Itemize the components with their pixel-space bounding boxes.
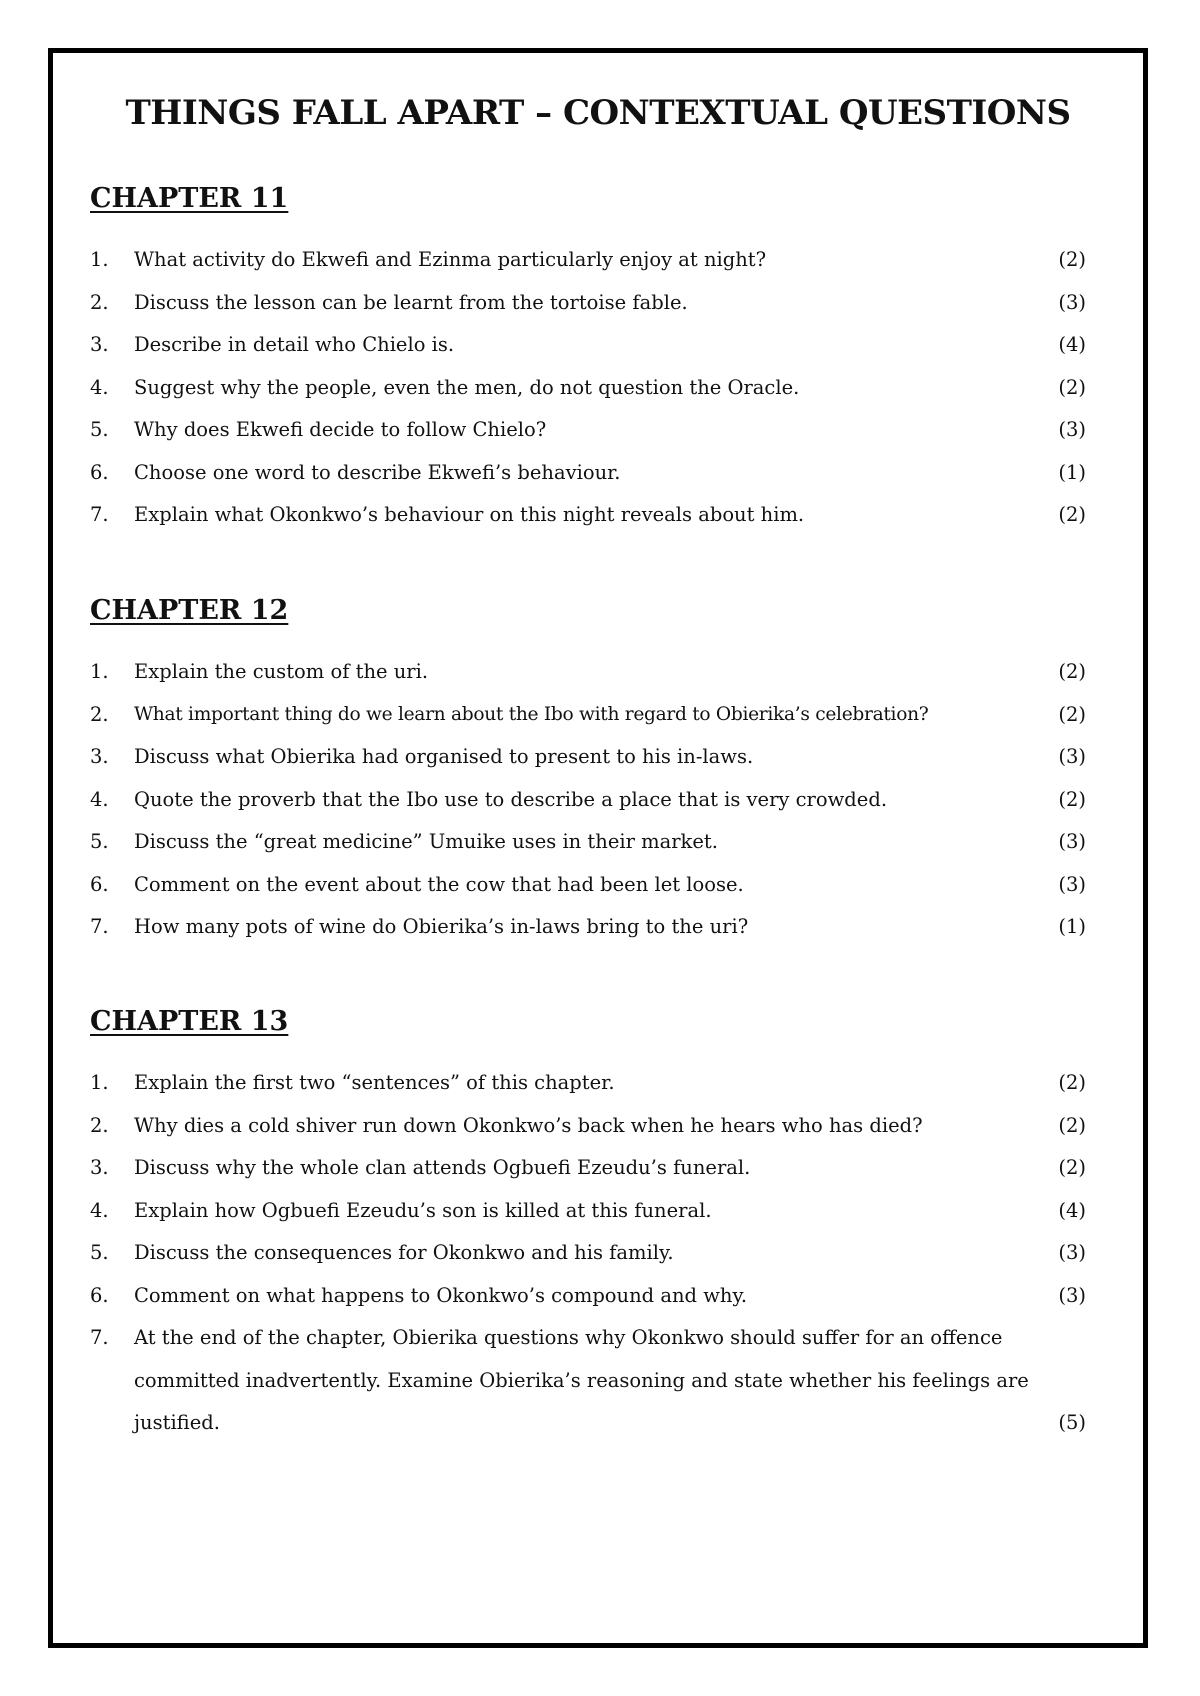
question-text: How many pots of wine do Obierika’s in-laws bring to the uri? — [134, 915, 749, 938]
question-number: 6. — [90, 460, 109, 484]
question-marks: (1) — [1058, 915, 1086, 938]
question-item — [90, 1190, 1110, 1233]
question-text: Discuss the lesson can be learnt from the tortoise fable. — [134, 290, 688, 314]
document-title: THINGS FALL APART – CONTEXTUAL QUESTIONS — [125, 93, 1071, 133]
question-item — [90, 736, 1110, 779]
question-list — [90, 1062, 1110, 1445]
question-item — [90, 494, 1110, 537]
question-text: Discuss what Obierika had organised to present to his in-laws. — [134, 745, 754, 768]
page-border — [48, 48, 1148, 1648]
question-text: Describe in detail who Chielo is. — [134, 333, 455, 356]
question-number: 5. — [90, 418, 109, 441]
question-text: Why dies a cold shiver run down Okonkwo’s back when he hears who has died? — [134, 1113, 923, 1137]
question-item — [90, 906, 1110, 949]
question-list — [90, 239, 1110, 537]
question-marks: (4) — [1058, 1198, 1086, 1222]
question-marks: (2) — [1058, 702, 1086, 726]
chapter-13-section — [90, 1000, 1110, 1445]
question-marks: (3) — [1058, 1283, 1086, 1307]
question-number: 4. — [90, 1198, 109, 1222]
question-marks: (2) — [1058, 503, 1086, 526]
question-number: 3. — [90, 745, 109, 768]
chapter-heading: CHAPTER 13 — [90, 1006, 289, 1037]
question-marks: (5) — [1058, 1411, 1086, 1434]
question-marks: (2) — [1058, 1071, 1086, 1094]
question-number: 5. — [90, 830, 109, 853]
question-marks: (3) — [1058, 830, 1086, 853]
question-text: Explain what Okonkwo’s behaviour on this night reveals about him. — [134, 503, 805, 526]
chapter-12-section — [90, 589, 1110, 949]
question-text: Explain how Ogbuefi Ezeudu’s son is killed at this funeral. — [134, 1198, 712, 1222]
question-text: Discuss the consequences for Okonkwo and his family. — [134, 1241, 674, 1264]
question-item — [90, 1105, 1110, 1148]
question-item — [90, 1317, 1110, 1445]
question-text: Explain the first two “sentences” of this chapter. — [134, 1071, 615, 1094]
question-marks: (3) — [1058, 290, 1086, 314]
question-text: Discuss why the whole clan attends Ogbuefi Ezeudu’s funeral. — [134, 1156, 751, 1179]
question-text: Quote the proverb that the Ibo use to describe a place that is very crowded. — [134, 787, 888, 811]
question-marks: (3) — [1058, 745, 1086, 768]
question-number: 6. — [90, 1283, 109, 1307]
question-item — [90, 452, 1110, 495]
question-item — [90, 1062, 1110, 1105]
question-number: 2. — [90, 1113, 109, 1137]
question-marks: (2) — [1058, 375, 1086, 399]
question-text: Why does Ekwefi decide to follow Chielo? — [134, 418, 547, 441]
question-marks: (3) — [1058, 418, 1086, 441]
question-text: Comment on what happens to Okonkwo’s compound and why. — [134, 1283, 748, 1307]
question-text: At the end of the chapter, Obierika questions why Okonkwo should suffer for an offence committed inadvertently. Examine Obierika’s reasoning and state whether his feelings are justified. — [134, 1326, 1029, 1434]
question-number: 3. — [90, 333, 109, 356]
question-marks: (2) — [1058, 660, 1086, 683]
question-text: Explain the custom of the uri. — [134, 660, 429, 683]
question-item — [90, 694, 1110, 737]
question-marks: (2) — [1058, 248, 1086, 271]
question-number: 2. — [90, 290, 109, 314]
question-number: 6. — [90, 872, 109, 896]
question-item — [90, 239, 1110, 282]
question-item — [90, 282, 1110, 325]
question-item — [90, 409, 1110, 452]
question-number: 7. — [90, 1326, 109, 1349]
question-number: 3. — [90, 1156, 109, 1179]
question-number: 2. — [90, 702, 109, 726]
question-number: 1. — [90, 1071, 109, 1094]
question-number: 1. — [90, 660, 109, 683]
question-marks: (3) — [1058, 1241, 1086, 1264]
question-item — [90, 1147, 1110, 1190]
question-text: Discuss the “great medicine” Umuike uses in their market. — [134, 830, 718, 853]
question-item — [90, 779, 1110, 822]
question-number: 4. — [90, 787, 109, 811]
question-marks: (1) — [1058, 460, 1086, 484]
question-item — [90, 1232, 1110, 1275]
chapter-11-section — [90, 177, 1110, 537]
chapter-heading: CHAPTER 12 — [90, 595, 289, 626]
question-item — [90, 367, 1110, 410]
question-text: Comment on the event about the cow that had been let loose. — [134, 872, 744, 896]
question-list — [90, 651, 1110, 949]
question-number: 1. — [90, 248, 109, 271]
question-marks: (3) — [1058, 872, 1086, 896]
question-number: 4. — [90, 375, 109, 399]
question-number: 7. — [90, 503, 109, 526]
question-text: Choose one word to describe Ekwefi’s behaviour. — [134, 460, 621, 484]
question-number: 7. — [90, 915, 109, 938]
question-item — [90, 324, 1110, 367]
question-marks: (2) — [1058, 1113, 1086, 1137]
question-marks: (2) — [1058, 787, 1086, 811]
question-item — [90, 821, 1110, 864]
question-text: What important thing do we learn about the Ibo with regard to Obierika’s celebration? — [134, 703, 929, 725]
question-item — [90, 864, 1110, 907]
chapter-heading: CHAPTER 11 — [90, 183, 289, 214]
question-item — [90, 651, 1110, 694]
question-item — [90, 1275, 1110, 1318]
question-text: Suggest why the people, even the men, do not question the Oracle. — [134, 375, 800, 399]
question-text: What activity do Ekwefi and Ezinma particularly enjoy at night? — [134, 248, 767, 271]
question-marks: (2) — [1058, 1156, 1086, 1179]
question-number: 5. — [90, 1241, 109, 1264]
question-marks: (4) — [1058, 333, 1086, 356]
